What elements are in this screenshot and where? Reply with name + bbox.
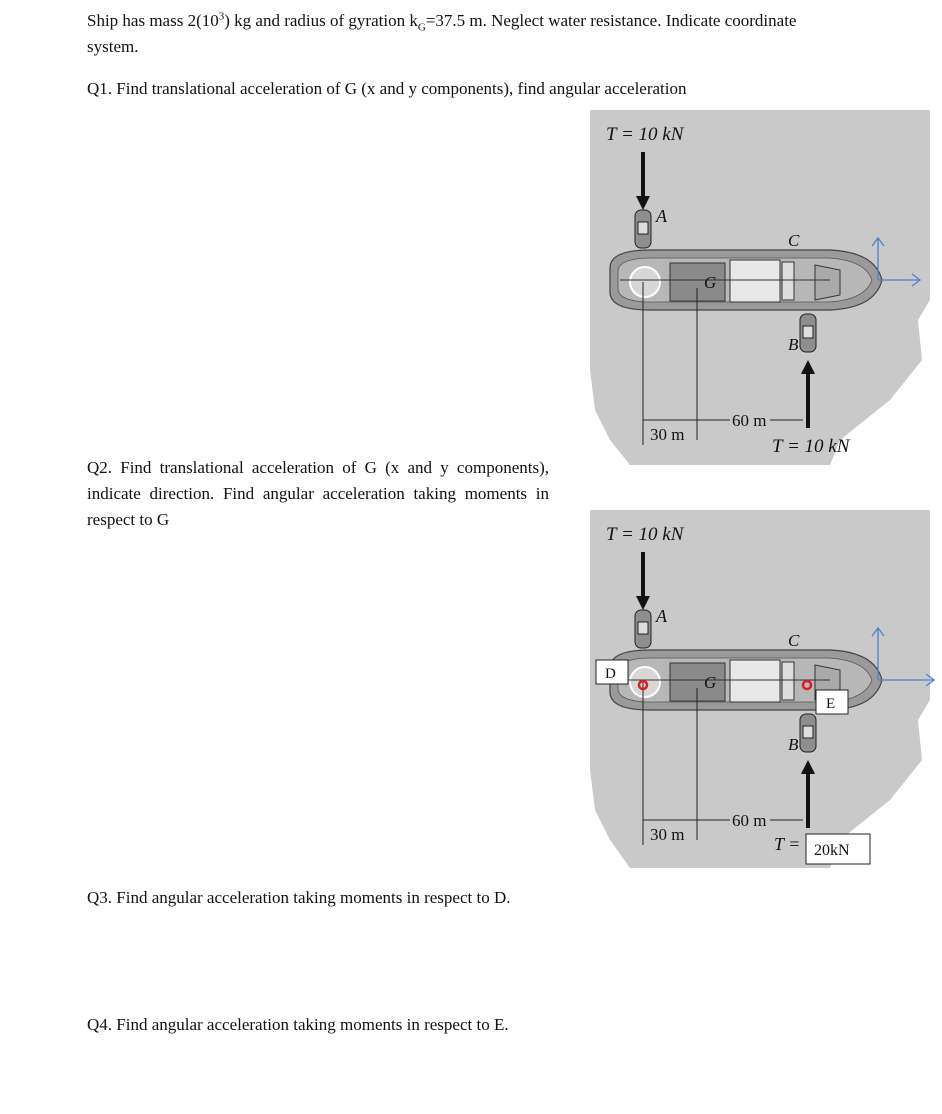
- ship-hull: [610, 250, 882, 310]
- point-label-g: G: [704, 273, 717, 292]
- statement-part-1: Ship has mass 2(10: [87, 11, 219, 30]
- ship-diagram-1: [590, 110, 942, 470]
- statement-exponent: 3: [218, 10, 225, 23]
- ship-diagram-2: [590, 510, 942, 870]
- question-1: Q1. Find translational acceleration of G (x and y components), find angular acceleration: [87, 79, 687, 98]
- tugboat-a: [635, 610, 651, 648]
- ship-diagram-2-svg: [590, 510, 942, 870]
- statement-part-3: =37.5 m. Neglect water resistance. Indicate coordinate system.: [87, 11, 797, 56]
- point-label-g: G: [704, 673, 717, 692]
- point-label-c: C: [788, 631, 800, 650]
- force-value-bottom: 20kN: [814, 842, 850, 859]
- question-4: Q4. Find angular acceleration taking moments in respect to E.: [87, 1015, 509, 1034]
- statement-subscript: G: [417, 21, 426, 34]
- tugboat-a: [635, 210, 651, 248]
- force-label-top: T = 10 kN: [606, 124, 684, 145]
- question-3: Q3. Find angular acceleration taking moments in respect to D.: [87, 888, 511, 907]
- tugboat-b: [800, 314, 816, 352]
- dimension-30m: 30 m: [650, 425, 685, 444]
- force-label-top: T = 10 kN: [606, 524, 684, 545]
- point-label-a: A: [656, 206, 667, 226]
- statement-part-2: ) kg and radius of gyration k: [224, 11, 418, 30]
- point-label-e: E: [826, 696, 836, 712]
- tugboat-b: [800, 714, 816, 752]
- point-label-d: D: [605, 666, 616, 682]
- problem-statement: [87, 8, 847, 60]
- dimension-30m: 30 m: [650, 825, 685, 844]
- point-label-a: A: [656, 606, 667, 626]
- point-label-b: B: [788, 735, 799, 754]
- dimension-60m: 60 m: [732, 811, 767, 830]
- question-2: Q2. Find translational acceleration of G (x and y components), indicate direction. Find angular acceleration taking moments in respect to G: [87, 458, 549, 529]
- dimension-60m: 60 m: [732, 411, 767, 430]
- point-label-b: B: [788, 335, 799, 354]
- point-label-c: C: [788, 231, 800, 250]
- force-label-bottom: T = 10 kN: [772, 436, 850, 457]
- ship-diagram-1-svg: [590, 110, 942, 470]
- force-label-bottom-prefix: T =: [774, 834, 801, 854]
